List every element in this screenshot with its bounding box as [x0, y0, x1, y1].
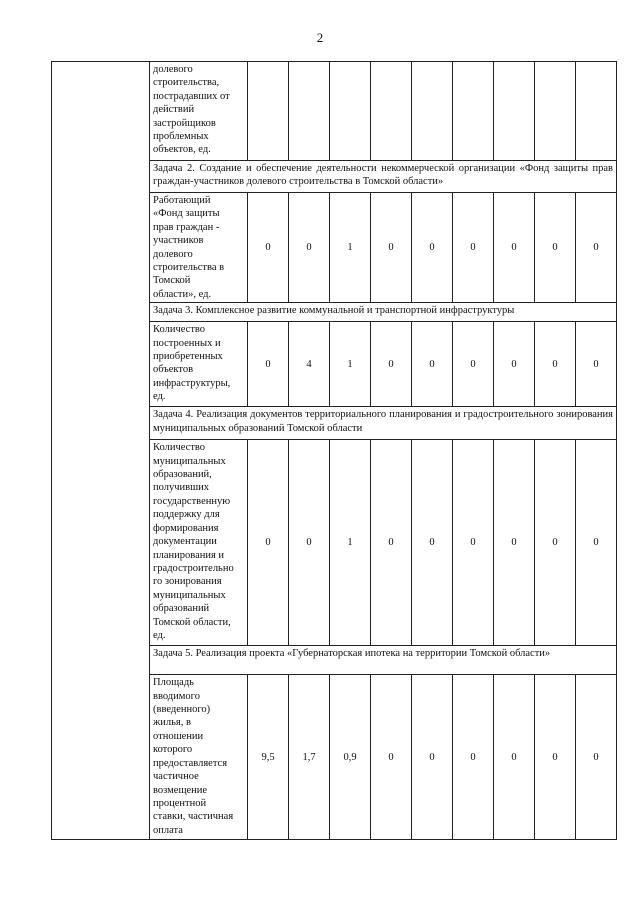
value-cell: 0: [412, 440, 453, 646]
indicators-table: [51, 61, 617, 840]
task-heading: Задача 5. Реализация проекта «Губернаторская ипотека на территории Томской области»: [150, 646, 617, 675]
value-cell: [371, 62, 412, 161]
value-cell: 0: [535, 440, 576, 646]
value-cell: 0: [371, 193, 412, 303]
indicator-label: Количество построенных и приобретенных объектов инфраструктуры, ед.: [150, 322, 248, 407]
value-cell: 0: [371, 440, 412, 646]
indicator-label: Количество муниципальных образований, получивших государственную поддержку для формирования документации планирования и градостроительно го зонирования муниципальных образований Томской области, ед.: [150, 440, 248, 646]
value-cell: 0: [576, 440, 617, 646]
value-cell: 0: [412, 193, 453, 303]
value-cell: 0: [289, 440, 330, 646]
task-heading: Задача 2. Создание и обеспечение деятельности некоммерческой организации «Фонд защиты прав граждан-участников долевого строительства в Томской области»: [150, 161, 617, 193]
value-cell: [289, 62, 330, 161]
value-cell: 0: [576, 322, 617, 407]
value-cell: 9,5: [248, 675, 289, 840]
value-cell: [535, 62, 576, 161]
task-heading: Задача 3. Комплексное развитие коммунальной и транспортной инфраструктуры: [150, 303, 617, 322]
table-row: [52, 62, 617, 161]
value-cell: [453, 62, 494, 161]
value-cell: 0: [371, 322, 412, 407]
value-cell: 1: [330, 193, 371, 303]
left-margin-cell: [52, 62, 150, 840]
value-cell: 0: [371, 675, 412, 840]
indicator-label: долевого строительства, пострадавших от действий застройщиков проблемных объектов, ед.: [150, 62, 248, 161]
value-cell: 0: [412, 675, 453, 840]
value-cell: 0: [494, 193, 535, 303]
task-heading: Задача 4. Реализация документов территориального планирования и градостроительного зонирования муниципальных образований Томской области: [150, 407, 617, 440]
value-cell: [494, 62, 535, 161]
value-cell: 0: [535, 675, 576, 840]
value-cell: 0: [453, 675, 494, 840]
value-cell: 1,7: [289, 675, 330, 840]
value-cell: 0: [412, 322, 453, 407]
value-cell: 1: [330, 322, 371, 407]
value-cell: 0: [248, 193, 289, 303]
value-cell: 0: [453, 193, 494, 303]
value-cell: 0: [494, 440, 535, 646]
value-cell: 0: [494, 322, 535, 407]
value-cell: 0: [289, 193, 330, 303]
value-cell: 0: [535, 322, 576, 407]
value-cell: 1: [330, 440, 371, 646]
value-cell: 0,9: [330, 675, 371, 840]
page-number: 2: [316, 30, 324, 45]
indicator-label: Площадь вводимого (введенного) жилья, в отношении которого предоставляется частичное возмещение процентной ставки, частичная оплата: [150, 675, 248, 840]
value-cell: 0: [453, 322, 494, 407]
value-cell: 0: [576, 193, 617, 303]
value-cell: [412, 62, 453, 161]
value-cell: 0: [453, 440, 494, 646]
value-cell: 0: [494, 675, 535, 840]
value-cell: 0: [576, 675, 617, 840]
indicator-label: Работающий «Фонд защиты прав граждан - участников долевого строительства в Томской области», ед.: [150, 193, 248, 303]
value-cell: 0: [535, 193, 576, 303]
value-cell: [576, 62, 617, 161]
value-cell: [248, 62, 289, 161]
value-cell: [330, 62, 371, 161]
value-cell: 4: [289, 322, 330, 407]
value-cell: 0: [248, 440, 289, 646]
value-cell: 0: [248, 322, 289, 407]
